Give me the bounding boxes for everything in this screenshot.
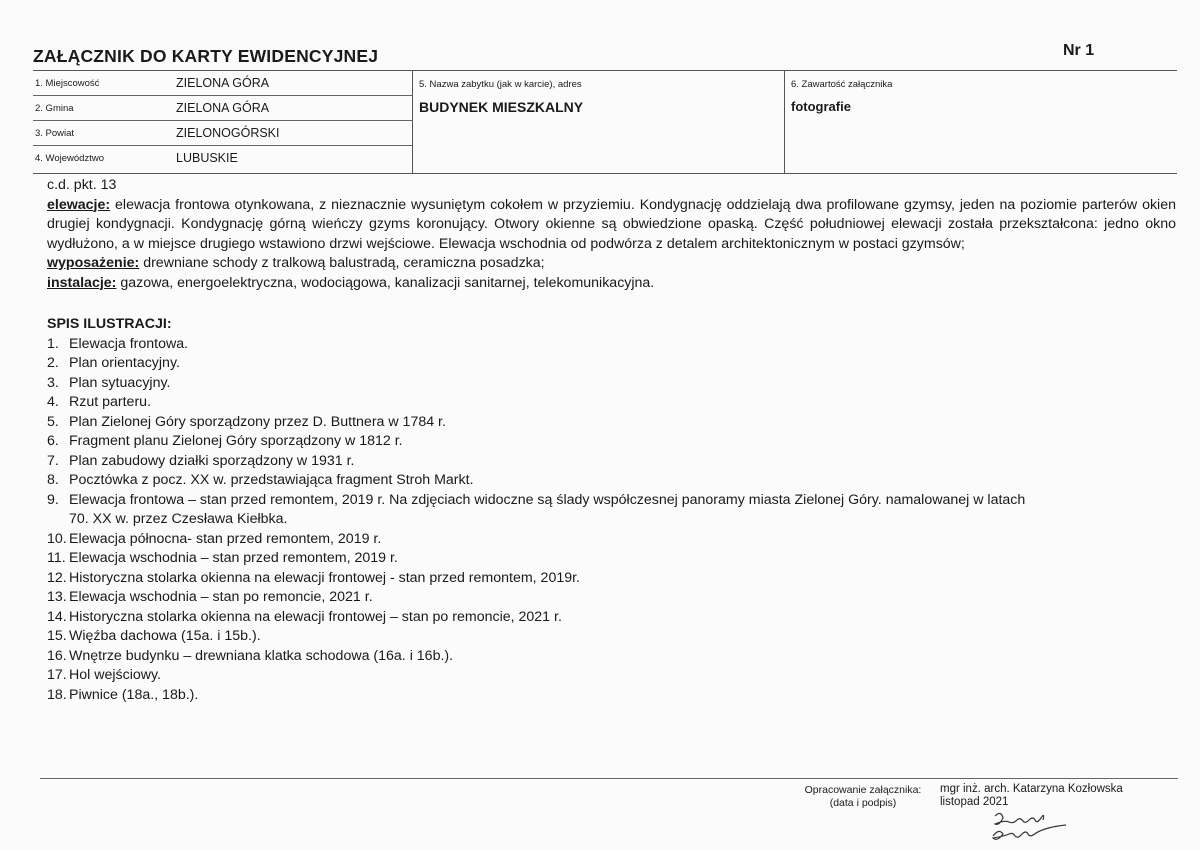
- field-value: ZIELONA GÓRA: [176, 101, 270, 115]
- prepared-date: listopad 2021: [940, 796, 1009, 808]
- field-locality: [33, 71, 413, 96]
- author-name: mgr inż. arch. Katarzyna Kozłowska: [940, 783, 1123, 795]
- field-county: [33, 121, 413, 146]
- section-text: elewacja frontowa otynkowana, z nieznacznie wysuniętym cokołem w przyziemiu. Kondygnację oddzielają dwa profilowane gzymsy, jeden na poziomie parterów okien drugiej kondygnacji. Kondygnację górną wieńczy gzyms koronujący. Otwory okienne są obwiedzione opaską. Część południowej elewacji została przekształcona: jedno okno wydłużono, a w miejsce drugiego wstawiono drzwi wejściowe. Elewacja wschodnia od podwórza z detalem architektonicznym w postaci gzymsów;: [47, 196, 1176, 252]
- document-title: ZAŁĄCZNIK DO KARTY EWIDENCYJNEJ: [33, 46, 379, 66]
- prepared-by-label: Opracowanie załącznika: (data i podpis): [804, 784, 922, 809]
- illustrations-title: SPIS ILUSTRACJI:: [47, 316, 172, 332]
- field-value: ZIELONOGÓRSKI: [176, 126, 280, 140]
- list-item: 7. Plan zabudowy działki sporządzony w 1931 r.: [47, 452, 355, 469]
- header-table: [33, 70, 1177, 174]
- list-item: 16. Wnętrze budynku – drewniana klatka schodowa (16a. i 16b.).: [47, 647, 454, 664]
- field-label: 3. Powiat: [35, 128, 75, 139]
- field-voivodeship: [33, 146, 413, 171]
- list-item: 8. Pocztówka z pocz. XX w. przedstawiająca fragment Stroh Markt.: [47, 472, 474, 488]
- monument-label: 5. Nazwa zabytku (jak w karcie), adres: [419, 79, 582, 90]
- list-item: 9. Elewacja frontowa – stan przed remontem, 2019 r. Na zdjęciach widoczne są ślady współczesnej panoramy miasta Zielonej Góry. namalowanej w latach 70. XX w. przez Czesława Kiełbka.: [47, 491, 1026, 527]
- list-item: 15. Więźba dachowa (15a. i 15b.).: [47, 628, 261, 644]
- list-item: 13. Elewacja wschodnia – stan po remoncie, 2021 r.: [47, 589, 373, 605]
- body-text: [47, 176, 1176, 705]
- section-installations: [47, 274, 1176, 294]
- list-item: 4. Rzut parteru.: [47, 394, 152, 410]
- list-item: 17. Hol wejściowy.: [47, 667, 161, 683]
- list-item: 12. Historyczna stolarka okienna na elewacji frontowej - stan przed remontem, 2019r.: [47, 569, 580, 586]
- attachment-number: Nr 1: [1063, 42, 1095, 59]
- section-text: gazowa, energoelektryczna, wodociągowa, kanalizacji sanitarnej, telekomunikacyjna.: [116, 274, 655, 291]
- field-value: LUBUSKIE: [176, 151, 238, 165]
- field-commune: [33, 96, 413, 121]
- list-item: 14. Historyczna stolarka okienna na elewacji frontowej – stan po remoncie, 2021 r.: [47, 608, 562, 625]
- contents-value: fotografie: [791, 99, 851, 114]
- prepared-by: [940, 783, 1123, 809]
- illustrations-list: [47, 335, 1176, 706]
- list-item: 5. Plan Zielonej Góry sporządzony przez D. Buttnera w 1784 r.: [47, 413, 446, 430]
- section-heading: elewacje:: [47, 196, 111, 213]
- contents-label: 6. Zawartość załącznika: [791, 79, 893, 90]
- list-item: 11. Elewacja wschodnia – stan przed remontem, 2019 r.: [47, 550, 398, 566]
- list-item: 3. Plan sytuacyjny.: [47, 374, 171, 391]
- location-fields: [33, 71, 413, 173]
- footer-divider: [40, 778, 1178, 779]
- field-value: ZIELONA GÓRA: [176, 76, 270, 90]
- field-label: 1. Miejscowość: [35, 78, 100, 89]
- contents-cell: [785, 71, 1177, 173]
- list-item: 1. Elewacja frontowa.: [47, 335, 189, 352]
- monument-name: BUDYNEK MIESZKALNY: [419, 99, 584, 115]
- monument-cell: [413, 71, 785, 173]
- section-text: drewniane schody z tralkową balustradą, ceramiczna posadzka;: [139, 255, 545, 271]
- section-elevations: [47, 196, 1176, 255]
- list-item: 18. Piwnice (18a., 18b.).: [47, 686, 199, 703]
- list-item: 2. Plan orientacyjny.: [47, 355, 180, 371]
- list-item: 6. Fragment planu Zielonej Góry sporządzony w 1812 r.: [47, 433, 403, 449]
- field-label: 4. Województwo: [35, 153, 104, 164]
- section-equipment: [47, 254, 1176, 274]
- continuation-note: c.d. pkt. 13: [47, 177, 117, 193]
- signature-icon: [985, 808, 1095, 848]
- list-item: 10. Elewacja północna- stan przed remontem, 2019 r.: [47, 530, 382, 547]
- field-label: 2. Gmina: [35, 103, 74, 114]
- section-heading: wyposażenie:: [47, 255, 140, 271]
- section-heading: instalacje:: [47, 274, 117, 291]
